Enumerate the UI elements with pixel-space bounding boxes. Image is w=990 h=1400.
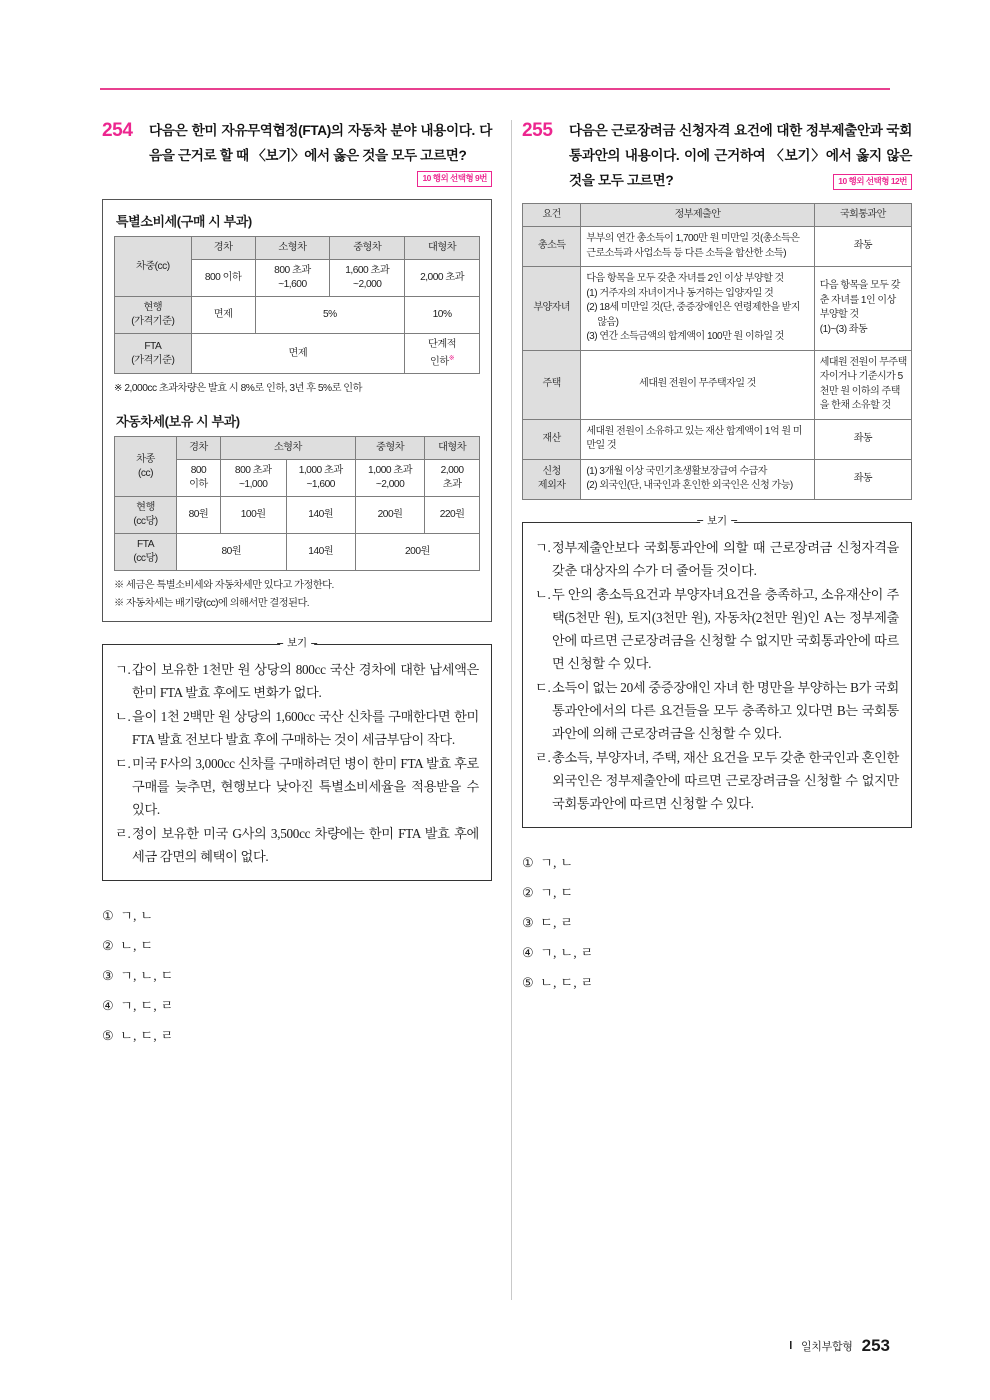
bogi-marker: ㄷ.	[115, 756, 131, 772]
cell-current2-small-a: 100원	[220, 497, 286, 534]
bogi-marker: ㄱ.	[115, 662, 131, 678]
cell-cc-mid: 1,600 초과 ~2,000	[330, 260, 405, 297]
choice-number: ④	[522, 944, 535, 960]
choice-number: ⑤	[102, 1028, 115, 1044]
bogi-box	[102, 644, 492, 881]
cell-current2-label: 현행 (cc당)	[115, 497, 177, 534]
column-divider	[511, 120, 512, 1300]
cell-current-large: 10%	[405, 297, 480, 334]
choice-text: ㄴ, ㄷ	[120, 938, 154, 954]
choice-number: ③	[522, 914, 535, 930]
stimulus-box-254	[102, 199, 492, 622]
stimulus-note-2: ※ 세금은 특별소비세와 자동차세만 있다고 가정한다.	[114, 580, 334, 592]
footer-bar-icon: l	[789, 1340, 792, 1352]
table-row	[115, 334, 480, 374]
gov-children-item: (1) 거주자의 자녀이거나 동거하는 입양자일 것	[586, 287, 774, 299]
cell-head-small2: 소형차	[220, 437, 355, 460]
cell-current-small-mid: 5%	[255, 297, 405, 334]
cell-req-children: 부양자녀	[523, 267, 581, 351]
choice-number: ①	[102, 908, 115, 924]
list-item	[115, 705, 479, 751]
choice-option[interactable]	[102, 931, 492, 961]
cell-fta2-label: FTA (cc당)	[115, 534, 177, 571]
choice-option[interactable]	[522, 908, 912, 938]
source-badge: 10 행외 선택형 12번	[833, 174, 912, 190]
choice-text: ㄷ, ㄹ	[540, 914, 574, 930]
cell-cc2-small-a: 800 초과 ~1,000	[220, 460, 286, 497]
stimulus-note-1: ※ 2,000cc 초과차량은 발효 시 8%로 인하, 3년 후 5%로 인하	[114, 383, 362, 395]
page-footer	[789, 1336, 890, 1356]
page-number: 253	[861, 1336, 890, 1355]
bogi-text: 갑이 보유한 1천만 원 상당의 800cc 국산 경차에 대한 납세액은 한미 FTA 발효 후에도 변화가 없다.	[132, 662, 479, 701]
list-item	[115, 752, 479, 821]
table-row	[115, 534, 480, 571]
cell-cc2-large: 2,000 초과	[425, 460, 480, 497]
cell-head-large2: 대형차	[425, 437, 480, 460]
table-row	[115, 237, 480, 260]
cell-cc2-light: 800 이하	[177, 460, 221, 497]
cell-req-asset: 재산	[523, 419, 581, 459]
question-number: 255	[522, 120, 553, 141]
page-top-rule	[100, 88, 890, 90]
cell-fta2-b: 140원	[286, 534, 355, 571]
choice-number: ③	[102, 968, 115, 984]
list-item	[535, 746, 899, 815]
choices-255	[522, 848, 912, 998]
gov-children-lead: 다음 항목을 모두 갖춘 자녀를 2인 이상 부양할 것	[586, 273, 784, 284]
bogi-marker: ㄷ.	[535, 679, 551, 695]
choice-number: ④	[102, 998, 115, 1014]
choice-text: ㄱ, ㄴ	[120, 908, 154, 924]
cell-cc2-small-b: 1,000 초과 ~1,600	[286, 460, 355, 497]
cell-fta2-c: 200원	[355, 534, 479, 571]
table-row	[523, 267, 912, 351]
choice-number: ②	[102, 938, 115, 954]
gov-excluded-item: (1) 3개월 이상 국민기초생활보장급여 수급자	[586, 465, 767, 477]
bogi-marker: ㄹ.	[535, 749, 551, 765]
source-badge: 10 행외 선택형 9번	[417, 171, 492, 187]
stimulus-title-2: 자동차세(보유 시 부과)	[116, 414, 240, 430]
question-column-right	[522, 118, 912, 998]
choice-text: ㄱ, ㄷ, ㄹ	[120, 998, 174, 1014]
special-consumption-tax-table	[114, 236, 480, 374]
table-row	[115, 497, 480, 534]
bogi-text: 총소득, 부양자녀, 주택, 재산 요건을 모두 갖춘 한국인과 혼인한 외국인은 정부제출안에 따르면 근로장려금을 신청할 수 없지만 국회통과안에 따르면 신청할 수 있다.	[552, 749, 899, 811]
cell-req-income: 총소득	[523, 227, 581, 267]
eitc-requirements-table	[522, 203, 912, 500]
bogi-text: 두 안의 총소득요건과 부양자녀요건을 충족하고, 소유재산이 주택(5천만 원), 토지(3천만 원), 자동차(2천만 원)인 A는 정부제출안에 따르면 근로장려금을 신청할 수 없지만 국회통과안에 따르면 신청할 수 있다.	[552, 586, 899, 671]
bogi-marker: ㄴ.	[115, 709, 131, 725]
cell-gov-house: 세대원 전원이 무주택자일 것	[581, 350, 814, 419]
choice-text: ㄱ, ㄷ	[540, 884, 574, 900]
choices-254	[102, 901, 492, 1051]
choice-option[interactable]	[102, 1021, 492, 1051]
cell-head-requirement: 요건	[523, 204, 581, 227]
bogi-wrapper-255	[522, 514, 912, 828]
cell-asm-excluded: 좌동	[814, 459, 911, 499]
stimulus-note-3: ※ 자동차세는 배기량(cc)에 의해서만 결정된다.	[114, 598, 310, 610]
table-row	[523, 350, 912, 419]
choice-option[interactable]	[522, 938, 912, 968]
cell-asm-house: 세대원 전원이 무주택자이거나 기준시가 5천만 원 이하의 주택을 한채 소유할 것	[814, 350, 911, 419]
cell-head-large: 대형차	[405, 237, 480, 260]
cell-cc-large: 2,000 초과	[405, 260, 480, 297]
bogi-text: 을이 1천 2백만 원 상당의 1,600cc 국산 신차를 구매한다면 한미 FTA 발효 전보다 발효 후에 구매하는 것이 세금부담이 작다.	[132, 709, 479, 748]
question-254-header	[102, 118, 492, 190]
question-255-header	[522, 118, 912, 193]
cell-asm-children: 다음 항목을 모두 갖춘 자녀를 1인 이상 부양할 것 (1)~(3) 좌동	[814, 267, 911, 351]
table-row	[523, 459, 912, 499]
cell-fta-large: 단계적 인하※	[405, 334, 480, 374]
cell-current-light: 면제	[191, 297, 255, 334]
list-item	[115, 822, 479, 868]
automobile-tax-table	[114, 436, 480, 571]
choice-option[interactable]	[102, 991, 492, 1021]
cell-head-light2: 경차	[177, 437, 221, 460]
bogi-caption: 보기	[280, 635, 314, 650]
bogi-wrapper-254	[102, 637, 492, 881]
cell-current2-large: 220원	[425, 497, 480, 534]
cell-fta-label: FTA (가격기준)	[115, 334, 192, 374]
gov-children-item: (3) 연간 소득금액의 합계액이 100만 원 이하일 것	[586, 331, 784, 342]
table-row	[523, 419, 912, 459]
choice-text: ㄱ, ㄴ	[540, 854, 574, 870]
cell-gov-asset: 세대원 전원이 소유하고 있는 재산 합계액이 1억 원 미만일 것	[581, 419, 814, 459]
choice-option[interactable]	[522, 878, 912, 908]
cell-current2-mid: 200원	[355, 497, 424, 534]
cell-fta2-a: 80원	[177, 534, 286, 571]
gov-children-item: (2) 18세 미만일 것(단, 중증장애인은 연령제한을 받지 않음)	[586, 302, 801, 328]
cell-gov-children	[581, 267, 814, 351]
cell-req-house: 주택	[523, 350, 581, 419]
bogi-marker: ㄴ.	[535, 586, 551, 602]
list-item	[115, 658, 479, 704]
cell-weight-label2: 차종 (cc)	[115, 437, 177, 497]
bogi-caption: 보기	[700, 513, 734, 528]
cell-asm-income: 좌동	[814, 227, 911, 267]
question-column-left	[102, 118, 492, 1051]
choice-text: ㄴ, ㄷ, ㄹ	[120, 1028, 174, 1044]
choice-number: ①	[522, 854, 535, 870]
table-row	[523, 227, 912, 267]
footer-section-label: 일치부합형	[800, 1341, 853, 1353]
bogi-text: 미국 F사의 3,000cc 신차를 구매하려던 병이 한미 FTA 발효 후로 구매를 늦추면, 현행보다 낮아진 특별소비세율을 적용받을 수 있다.	[132, 756, 479, 818]
choice-option[interactable]	[102, 961, 492, 991]
choice-text: ㄴ, ㄷ, ㄹ	[540, 974, 594, 990]
cell-current2-light: 80원	[177, 497, 221, 534]
cell-fta-exempt: 면제	[191, 334, 405, 374]
bogi-marker: ㄱ.	[535, 539, 551, 555]
choice-number: ②	[522, 884, 535, 900]
cell-current-label: 현행 (가격기준)	[115, 297, 192, 334]
bogi-box	[522, 522, 912, 828]
choice-option[interactable]	[522, 848, 912, 878]
cell-head-small: 소형차	[255, 237, 330, 260]
choice-option[interactable]	[102, 901, 492, 931]
table-row	[115, 297, 480, 334]
cell-head-assembly-bill: 국회통과안	[814, 204, 911, 227]
cell-gov-income: 부부의 연간 총소득이 1,700만 원 미만일 것(총소득은 근로소득과 사업소득 등 다른 소득을 합산한 소득)	[581, 227, 814, 267]
list-item	[535, 536, 899, 582]
list-item	[535, 583, 899, 675]
cell-cc-light: 800 이하	[191, 260, 255, 297]
choice-option[interactable]	[522, 968, 912, 998]
footnote-marker-icon: ※	[448, 355, 455, 362]
question-number: 254	[102, 120, 133, 141]
cell-cc2-mid: 1,000 초과 ~2,000	[355, 460, 424, 497]
cell-head-mid2: 중형차	[355, 437, 424, 460]
cell-head-light: 경차	[191, 237, 255, 260]
choice-text: ㄱ, ㄴ, ㄷ	[120, 968, 174, 984]
cell-gov-excluded	[581, 459, 814, 499]
cell-cc-small: 800 초과 ~1,600	[255, 260, 330, 297]
table-row	[523, 204, 912, 227]
choice-text: ㄱ, ㄴ, ㄹ	[540, 944, 594, 960]
bogi-text: 정이 보유한 미국 G사의 3,500cc 차량에는 한미 FTA 발효 후에 세금 감면의 혜택이 없다.	[132, 826, 479, 865]
cell-head-gov-proposal: 정부제출안	[581, 204, 814, 227]
table-row	[115, 437, 480, 460]
bogi-text: 소득이 없는 20세 중증장애인 자녀 한 명만을 부양하는 B가 국회통과안에서의 다른 요건들을 모두 충족하고 있다면 B는 국회통과안에 의해 근로장려금을 신청할 수 있다.	[552, 679, 899, 741]
list-item	[535, 676, 899, 745]
cell-req-excluded: 신청 제외자	[523, 459, 581, 499]
cell-weight-label: 차중(cc)	[115, 237, 192, 297]
choice-number: ⑤	[522, 974, 535, 990]
bogi-text: 정부제출안보다 국회통과안에 의할 때 근로장려금 신청자격을 갖춘 대상자의 수가 더 줄어들 것이다.	[552, 539, 899, 578]
cell-asm-asset: 좌동	[814, 419, 911, 459]
stimulus-title-1: 특별소비세(구매 시 부과)	[116, 214, 252, 229]
bogi-marker: ㄹ.	[115, 826, 131, 842]
question-prompt: 다음은 근로장려금 신청자격 요건에 대한 정부제출안과 국회통과안의 내용이다. 이에 근거하여 〈보기〉에서 옳지 않은 것을 모두 고르면?	[569, 123, 912, 188]
cell-head-mid: 중형차	[330, 237, 405, 260]
gov-excluded-item: (2) 외국인(단, 내국인과 혼인한 외국인은 신청 가능)	[586, 480, 793, 491]
cell-current2-small-b: 140원	[286, 497, 355, 534]
question-prompt: 다음은 한미 자유무역협정(FTA)의 자동차 분야 내용이다. 다음을 근거로 할 때 〈보기〉에서 옳은 것을 모두 고르면?	[149, 123, 492, 163]
